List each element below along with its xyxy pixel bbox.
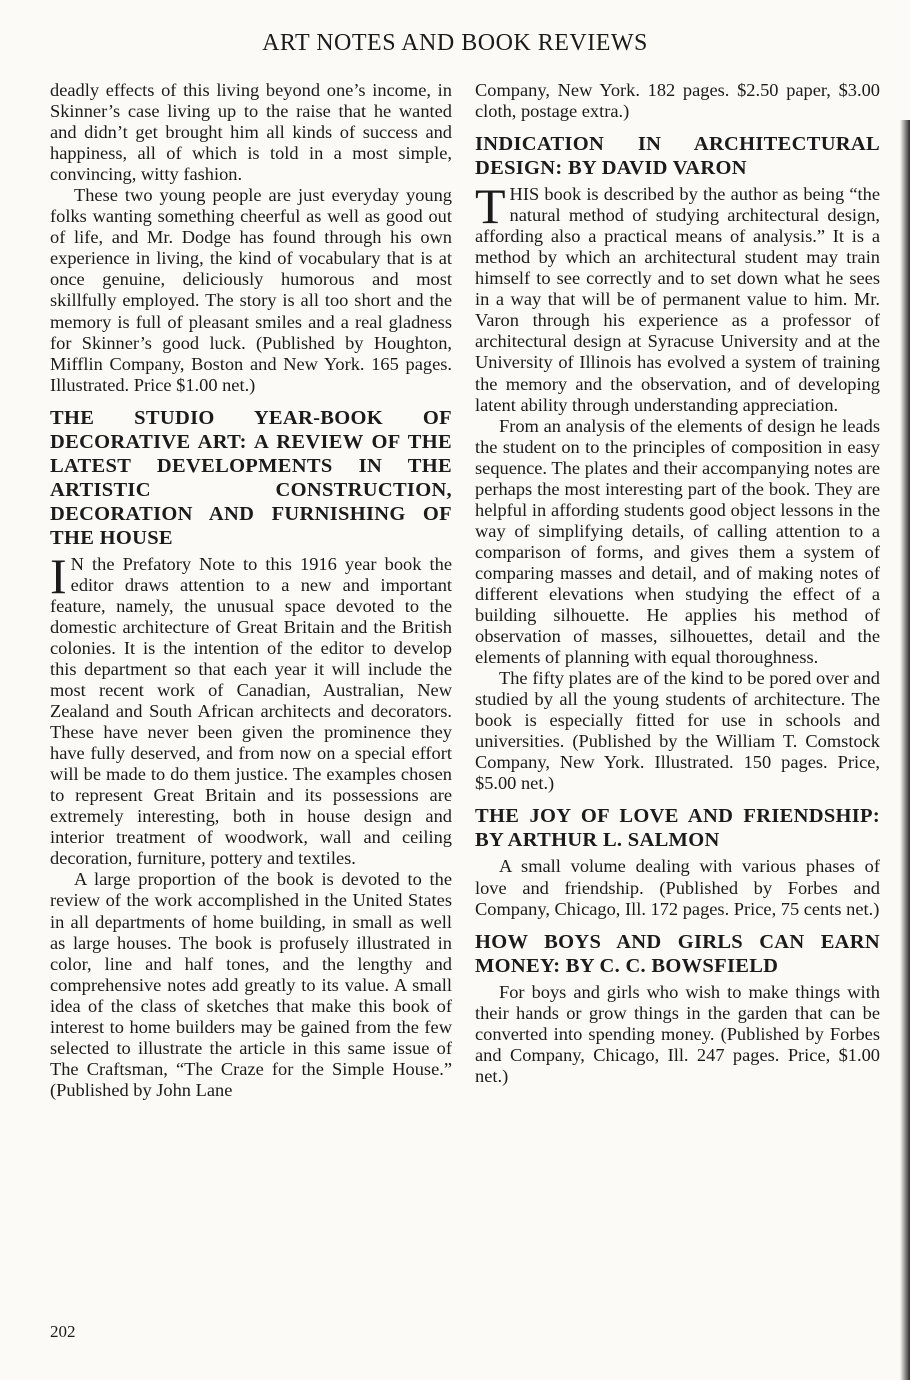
- page-edge-shadow: [900, 120, 910, 1380]
- left-column: [50, 80, 452, 1101]
- varon-review-paragraph-2: From an analysis of the elements of design he leads the student on to the principles of composition in easy sequence. The plates and their accompanying notes are perhaps the most interesting part of the book. They are helpful in affording students good object lessons in the way of simplifying details, of calling attention to a comparison of forms, and gives them a system of comparing masses and detail, and of making notes of different elevations when studying the effect of a building silhouette. He applies his method of observation of masses, silhouettes, detail and the elements of planning with equal thoroughness.: [475, 415, 880, 668]
- drop-cap: I: [50, 547, 67, 604]
- skinner-review-paragraph-2: These two young people are just everyday young folks wanting something cheerful as well as good out of life, and Mr. Dodge has found through his own experience in living, the kind of vocabulary that is at once genuine, deliciously humorous and most skillfully employed. The story is all too short and the memory is full of pleasant smiles and a real gladness for Skinner’s good luck. (Published by Houghton, Mifflin Company, Boston and New York. 165 pages. Illustrated. Price $1.00 net.): [50, 185, 452, 395]
- varon-review-paragraph-1: [475, 178, 880, 416]
- page-title: ART NOTES AND BOOK REVIEWS: [262, 30, 648, 56]
- joy-of-love-paragraph: A small volume dealing with various phases of love and friendship. (Published by Forbes and Company, Chicago, Ill. 172 pages. Price, 75 cents net.): [475, 856, 880, 919]
- drop-cap: T: [475, 178, 506, 235]
- studio-yearbook-paragraph-2: A large proportion of the book is devoted to the review of the work accomplished in the United States in all departments of home building, in small as well as large houses. The book is profusely illustrated in color, line and half tones, and the lengthy and comprehensive notes add greatly to its value. A small idea of the class of sketches that make this book of interest to home builders may be gained from the few selected to illustrate the article in this same issue of The Craftsman, “The Craze for the Simple House.” (Published by John Lane: [50, 869, 452, 1100]
- varon-review-paragraph-1-text: HIS book is described by the author as being “the natural method of studying architectural design, affording also a practical means of analysis.” It is a method by which an architectural student may train himself to see correctly and to set down what he sees in a way that will be of permanent value to him. Mr. Varon through his experience as a professor of architectural design at Syracuse University and at the University of Illinois has evolved a system of training the memory and the observation, and of developing latent ability through understanding appreciation.: [475, 184, 880, 415]
- studio-yearbook-heading: THE STUDIO YEAR-BOOK OF DECORATIVE ART: A REVIEW OF THE LATEST DEVELOPMENTS IN THE ARTISTIC CONSTRUCTION, DECORATION AND FURNISHING OF THE HOUSE: [50, 406, 452, 549]
- joy-of-love-heading: THE JOY OF LOVE AND FRIENDSHIP: BY ARTHUR L. SALMON: [475, 805, 880, 852]
- right-column: [475, 80, 880, 1087]
- boys-and-girls-heading: HOW BOYS AND GIRLS CAN EARN MONEY: BY C. C. BOWSFIELD: [475, 930, 880, 977]
- studio-yearbook-continuation: Company, New York. 182 pages. $2.50 paper, $3.00 cloth, postage extra.): [475, 80, 880, 122]
- skinner-review-paragraph-1: deadly effects of this living beyond one’s income, in Skinner’s case living up to the raise that he wanted and didn’t get brought him all kinds of success and happiness, all of which is told in a most simple, convincing, witty fashion.: [50, 80, 452, 185]
- studio-yearbook-paragraph-1: [50, 547, 452, 870]
- varon-review-paragraph-3: The fifty plates are of the kind to be pored over and studied by all the young students of architecture. The book is especially fitted for use in schools and universities. (Published by the William T. Comstock Company, New York. Illustrated. 150 pages. Price, $5.00 net.): [475, 668, 880, 794]
- studio-yearbook-paragraph-1-text: N the Prefatory Note to this 1916 year book the editor draws attention to a new and important feature, namely, the unusual space devoted to the domestic architecture of Great Britain and the British colonies. It is the intention of the editor to develop this department so that each year it will include the most recent work of Canadian, Australian, New Zealand and South African architects and decorators. These have never been given the prominence they have fully deserved, and from now on a special effort will be made to do them justice. The examples chosen to represent Great Britain and its possessions are extremely interesting, both in house design and interior treatment of woodwork, wall and ceiling decoration, furniture, pottery and textiles.: [50, 553, 452, 869]
- boys-and-girls-paragraph: For boys and girls who wish to make things with their hands or grow things in the garden that can be converted into spending money. (Published by Forbes and Company, Chicago, Ill. 247 pages. Price, $1.00 net.): [475, 981, 880, 1086]
- page-number: 202: [50, 1322, 76, 1341]
- varon-review-heading: INDICATION IN ARCHITECTURAL DESIGN: BY DAVID VARON: [475, 133, 880, 180]
